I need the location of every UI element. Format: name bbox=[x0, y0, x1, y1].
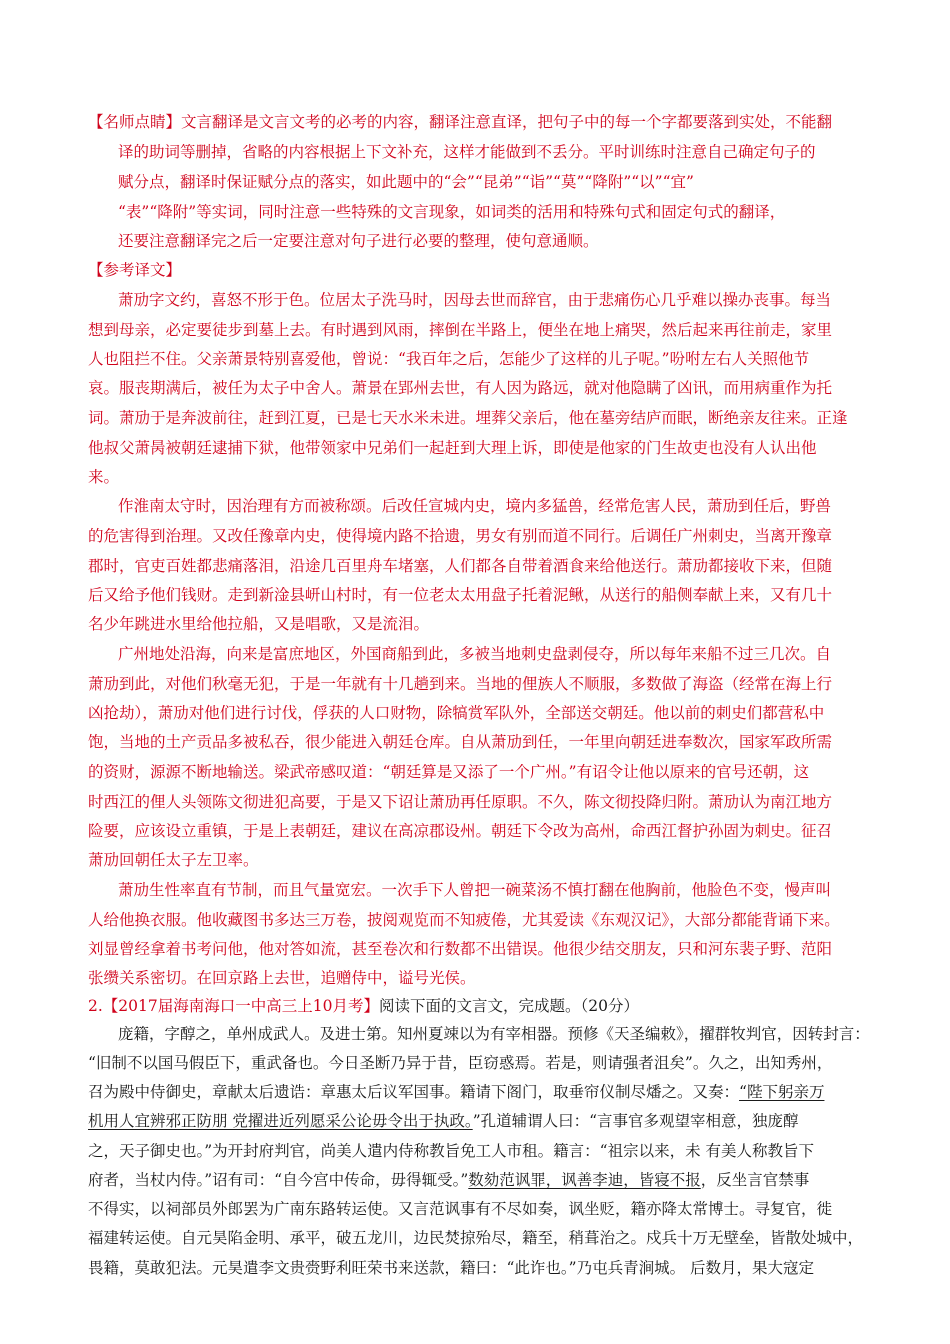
translation-line: 萧劢回朝任太子左卫率。 bbox=[88, 851, 259, 869]
translation-line: 作淮南太守时，因治理有方而被称颂。后改任宣城内史，境内多猛兽，经常危害人民，萧劢到任后，野兽 bbox=[118, 497, 832, 515]
translation-line: 凶抢劫），萧劢对他们进行讨伐，俘获的人口财物，除犒赏军队外，全部送交朝廷。他以前的刺史们都营私中 bbox=[88, 704, 825, 722]
question-header bbox=[88, 996, 639, 1016]
question-number: 2. bbox=[88, 997, 103, 1015]
passage-line: 福建转运使。自元昊陷金明、承平，破五龙川，边民焚掠殆尽，籍至，稍葺治之。戍兵十万无壁垒，皆散处城中， bbox=[88, 1229, 864, 1247]
translation-line: 刘显曾经拿着书考问他，他对答如流，甚至卷次和行数都不出错误。他很少结交朋友，只和河东裴子野、范阳 bbox=[88, 940, 833, 958]
passage-line: 之，天子御史也。”为开封府判官，尚美人遣内侍称教旨免工人市租。籍言：“祖宗以来，未 有美人称教旨下 bbox=[88, 1142, 815, 1160]
commentary-line: 【名师点睛】文言翻译是文言文考的必考的内容，翻译注意直译，把句子中的每一个字都要落到实处，不能翻 bbox=[88, 113, 833, 131]
translation-line: 饱，当地的土产贡品多被私吞，很少能进入朝廷仓库。自从萧劢到任，一年里向朝廷进奉数次，国家军政所需 bbox=[88, 733, 833, 751]
translation-line: 人给他换衣服。他收藏图书多达三万卷，披阅观览而不知疲倦，尤其爱读《东观汉记》，大部分都能背诵下来。 bbox=[88, 911, 840, 929]
passage-text: ，反坐言官禁事 bbox=[700, 1171, 810, 1189]
passage-line: 不得实，以祠部员外郎罢为广南东路转运使。又言范讽事有不尽如奏，讽坐贬，籍亦降太常博士。寻复官，徙 bbox=[88, 1200, 833, 1218]
passage-line bbox=[88, 1170, 809, 1190]
translation-line: 萧劢生性率直有节制，而且气量宽宏。一次手下人曾把一碗菜汤不慎打翻在他胸前，他脸色不变，慢声叫 bbox=[118, 881, 832, 899]
translation-line: 的危害得到治理。又改任豫章内史，使得境内路不拾遗，男女有别而道不同行。后调任广州刺史，当离开豫章 bbox=[88, 527, 833, 545]
passage-line: “旧制不以国马假臣下，重武备也。今日圣断乃异于昔，臣窃惑焉。若是，则请强者沮矣”。久之，出知秀州， bbox=[88, 1054, 833, 1072]
translation-line: 的资财，源源不断地输送。梁武帝感叹道：“朝廷算是又添了一个广州。”有诏令让他以原来的官号还朝，这 bbox=[88, 763, 810, 781]
passage-line: 庞籍，字醇之，单州成武人。及进士第。知州夏竦以为有宰相器。预修《天圣编敕》，擢群牧判官，因转封言： bbox=[118, 1025, 870, 1043]
translation-line: 名少年跳进水里给他拉船，又是唱歌，又是流泪。 bbox=[88, 615, 430, 633]
translation-line: 想到母亲，必定要徒步到墓上去。有时遇到风雨，摔倒在半路上，便坐在地上痛哭，然后起来再往前走，家里 bbox=[88, 321, 833, 339]
translation-line: 后又给予他们钱财。走到新淦县岍山村时，有一位老太太用盘子托着泥鳅，从送行的船侧奉献上来，又有几十 bbox=[88, 586, 833, 604]
translation-line: 险要，应该设立重镇，于是上表朝廷，建议在高凉郡设州。朝廷下令改为高州，命西江督护孙固为刺史。征召 bbox=[88, 822, 833, 840]
translation-line: 人也阻拦不住。父亲萧景特别喜爱他，曾说：“我百年之后，怎能少了这样的儿子呢。”吩咐左右人关照他节 bbox=[88, 350, 810, 368]
commentary-line: “表”“降附”等实词，同时注意一些特殊的文言现象，如词类的活用和特殊句式和固定句式的翻译， bbox=[118, 203, 786, 221]
commentary-line: 还要注意翻译完之后一定要注意对句子进行必要的整理，使句意通顺。 bbox=[118, 232, 599, 250]
translation-line: 广州地处沿海，向来是富庶地区，外国商船到此，多被当地刺史盘剥侵夺，所以每年来船不过三几次。自 bbox=[118, 645, 832, 663]
commentary-line: 译的助词等删掉，省略的内容根据上下文补充，这样才能做到不丢分。平时训练时注意自己确定句子的 bbox=[118, 143, 816, 161]
translation-line: 时西江的俚人头领陈文彻进犯高要，于是又下诏让萧劢再任原职。不久，陈文彻投降归附。萧劢认为南江地方 bbox=[88, 793, 833, 811]
passage-text: ”孔道辅谓人曰：“言事官多观望宰相意，独庞醇 bbox=[472, 1112, 799, 1130]
translation-heading: 【参考译文】 bbox=[88, 261, 182, 279]
passage-text: 府者，当杖内侍。”诏有司：“自今宫中传命，毋得辄受。” bbox=[88, 1171, 469, 1189]
translation-line: 张缵关系密切。在回京路上去世，追赠侍中，谥号光侯。 bbox=[88, 969, 476, 987]
question-source: 【2017届海南海口一中高三上10月考】 bbox=[102, 997, 379, 1015]
translation-line: 他叔父萧昺被朝廷逮捕下狱，他带领家中兄弟们一起赶到大理上诉，即使是他家的门生故吏也没有人认出他 bbox=[88, 439, 817, 457]
translation-line: 词。萧劢于是奔波前往，赶到江夏，已是七天水米未进。埋葬父亲后，他在墓旁结庐而眠，断绝亲友往来。正逢 bbox=[88, 409, 848, 427]
translation-line: 萧劢到此，对他们秋毫无犯，于是一年就有十几趟到来。当地的俚族人不顺服，多数做了海盗（经常在海上行 bbox=[88, 675, 833, 693]
question-prompt: 阅读下面的文言文，完成题。（20分） bbox=[378, 997, 639, 1015]
passage-line bbox=[88, 1082, 824, 1102]
translation-line: 萧劢字文约，喜怒不形于色。位居太子洗马时，因母去世而辞官，由于悲痛伤心几乎难以操办丧事。每当 bbox=[118, 291, 832, 309]
passage-line: 畏籍，莫敢犯法。元昊遣李文贵赍野利旺荣书来送款，籍曰：“此诈也。”乃屯兵青涧城。 后数月，果大寇定 bbox=[88, 1259, 815, 1277]
translation-line: 来。 bbox=[88, 468, 120, 486]
translation-line: 郡时，官吏百姓都悲痛落泪，沿途几百里舟车堵塞，人们都各自带着酒食来给他送行。萧劢都接收下来，但随 bbox=[88, 557, 833, 575]
passage-line bbox=[88, 1111, 799, 1131]
passage-text: 召为殿中侍御史，章献太后遗诰：章惠太后议军国事。籍请下阁门，取垂帘仪制尽燔之。又奏： bbox=[88, 1083, 740, 1101]
translation-line: 哀。服丧期满后，被任为太子中舍人。萧景在郢州去世，有人因为路远，就对他隐瞒了凶讯，而用病重作为托 bbox=[88, 379, 833, 397]
underlined-sentence: 数劾范讽罪，讽善李迪，皆寝不报 bbox=[468, 1171, 701, 1189]
underlined-sentence: “陛下躬亲万 bbox=[739, 1083, 825, 1101]
commentary-line: 赋分点，翻译时保证赋分点的落实，如此题中的“会”“昆弟”“诣”“莫”“降附”“以”“宜” bbox=[118, 173, 694, 191]
underlined-sentence: 机用人宜辨邪正防朋 党擢进近列愿采公论毋令出于执政。 bbox=[88, 1112, 473, 1130]
